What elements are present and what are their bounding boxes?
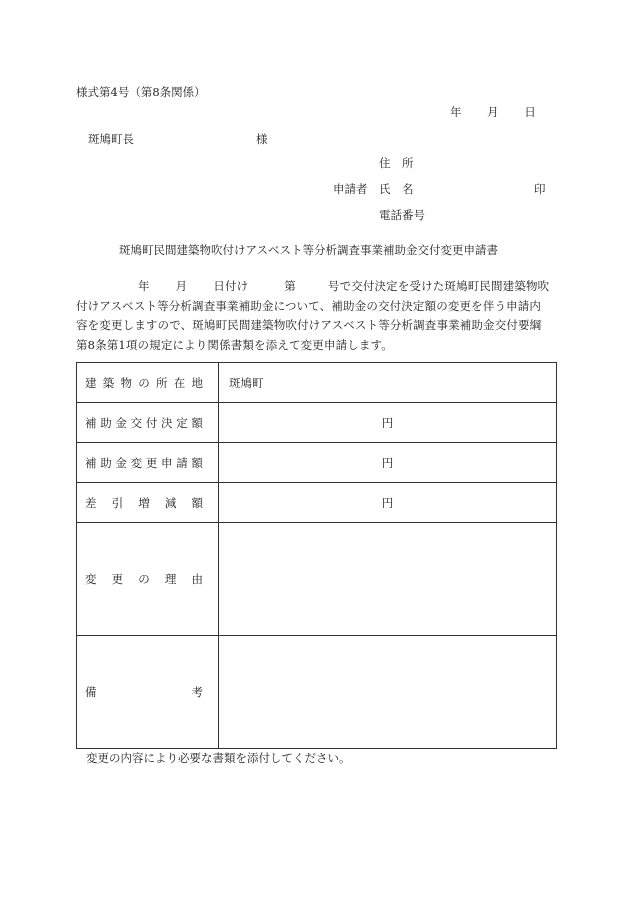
yen-unit: 円 <box>381 495 394 510</box>
char: 減 <box>164 495 177 510</box>
row-change-amount <box>77 443 557 483</box>
body-day-dated: 日付け <box>213 279 249 293</box>
change-reason-field[interactable] <box>219 523 557 636</box>
body-rest-line-1: 号で交付決定を受けた斑鳩町民間建築物吹 <box>327 279 550 293</box>
char: 額 <box>191 455 203 470</box>
body-line-4: 第8条第1項の規定により関係書類を添えて変更申請します。 <box>76 337 393 352</box>
difference-field[interactable] <box>219 483 557 523</box>
body-line-2: 付けアスベスト等分析調査事業補助金について、補助金の交付決定額の変更を伴う申請内 <box>76 298 542 313</box>
building-location-value: 斑鳩町 <box>229 375 264 390</box>
name-label: 氏 名 <box>379 182 414 196</box>
char: 申 <box>161 455 173 470</box>
char: 更 <box>145 455 158 470</box>
body-month: 月 <box>175 279 188 293</box>
yen-unit: 円 <box>381 455 394 470</box>
remarks-field[interactable] <box>219 636 557 749</box>
row-change-reason <box>77 523 557 636</box>
char: 請 <box>176 455 188 470</box>
char: 交 <box>130 415 143 430</box>
char: 決 <box>161 415 173 430</box>
label-remarks <box>77 636 219 749</box>
chars <box>85 455 203 471</box>
date-year-label: 年 <box>450 105 462 119</box>
row-decided-amount <box>77 403 557 443</box>
char: 備 <box>85 685 97 699</box>
applicant-label: 申請者 <box>333 182 368 196</box>
body-line-3: 容を変更しますので、斑鳩町民間建築物吹付けアスベスト等分析調査事業補助金交付要綱 <box>76 318 542 332</box>
char: 理 <box>164 572 177 586</box>
char: 助 <box>100 415 112 430</box>
char: 付 <box>145 415 158 430</box>
char: 物 <box>120 375 132 390</box>
label-change-reason <box>77 523 219 636</box>
char: の <box>138 375 150 390</box>
char: 金 <box>115 455 127 470</box>
char: 所 <box>156 375 168 390</box>
row-remarks <box>77 636 557 749</box>
address-label: 住 所 <box>379 156 414 170</box>
char: 由 <box>191 572 203 586</box>
footnote: 変更の内容により必要な書類を添付してください。 <box>86 751 351 765</box>
date-day-label: 日 <box>524 105 536 119</box>
char: 補 <box>85 455 97 470</box>
date-month-label: 月 <box>487 105 499 119</box>
body-line-1 <box>76 277 558 297</box>
label-building-location <box>77 363 219 403</box>
body-year: 年 <box>138 279 150 293</box>
document-title: 斑鳩町民間建築物吹付けアスベスト等分析調査事業補助金交付変更申請書 <box>119 243 499 257</box>
chars <box>85 375 203 391</box>
yen-unit: 円 <box>381 415 394 430</box>
decided-amount-field[interactable] <box>219 403 557 443</box>
char: 額 <box>191 415 203 430</box>
char: 差 <box>85 495 97 510</box>
label-change-amount <box>77 443 219 483</box>
chars <box>85 684 203 700</box>
char: 考 <box>191 685 203 699</box>
form-number: 様式第4号（第8条関係） <box>76 85 206 99</box>
addressee-honorific: 様 <box>256 132 268 146</box>
date-line <box>450 104 536 120</box>
char: 助 <box>100 455 112 470</box>
chars <box>85 571 203 587</box>
char: 定 <box>176 415 188 430</box>
application-table <box>76 362 557 749</box>
body-paragraph <box>76 277 558 355</box>
char: 築 <box>102 375 115 390</box>
row-building-location <box>77 363 557 403</box>
addressee: 斑鳩町長 <box>88 132 134 146</box>
char: 在 <box>173 375 186 390</box>
change-amount-field[interactable] <box>219 443 557 483</box>
char: の <box>138 572 150 586</box>
char: 引 <box>111 495 124 510</box>
label-difference <box>77 483 219 523</box>
row-difference <box>77 483 557 523</box>
seal-mark: 印 <box>534 182 546 196</box>
label-decided-amount <box>77 403 219 443</box>
char: 変 <box>130 455 143 470</box>
char: 更 <box>111 572 124 586</box>
char: 金 <box>115 415 127 430</box>
chars <box>85 495 203 511</box>
chars <box>85 415 203 431</box>
char: 地 <box>191 375 203 390</box>
char: 変 <box>85 572 97 586</box>
char: 増 <box>138 495 150 510</box>
building-location-field[interactable] <box>219 363 557 403</box>
char: 建 <box>85 375 97 390</box>
char: 額 <box>191 495 203 510</box>
body-dai: 第 <box>284 279 296 293</box>
phone-label: 電話番号 <box>379 208 425 222</box>
char: 補 <box>85 415 97 430</box>
